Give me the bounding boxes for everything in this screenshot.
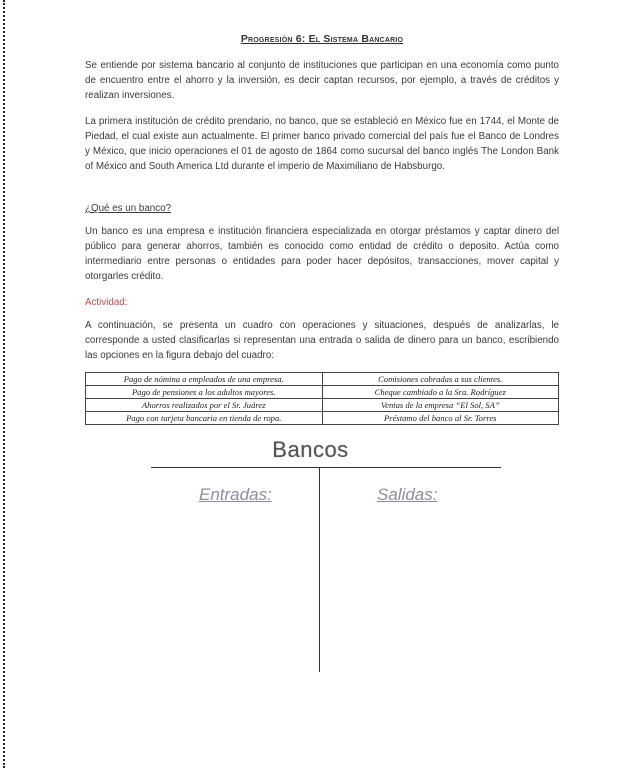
salidas-label: Salidas: — [377, 485, 438, 504]
table-cell: Ahorros realizados por el Sr. Juárez — [86, 399, 323, 412]
table-row — [86, 373, 559, 386]
table-row — [86, 412, 559, 425]
question-text: ¿Qué es un banco? — [85, 203, 172, 214]
table-row — [86, 386, 559, 399]
activity-colon: : — [124, 297, 128, 308]
table-cell: Ventas de la empresa “El Sol, SA” — [322, 399, 559, 412]
activity-label: Actividad — [85, 297, 125, 308]
table-cell: Comisiones cobradas a sus clientes. — [322, 373, 559, 386]
table-cell: Pago de nómina a empleados de una empresa. — [86, 373, 323, 386]
table-cell: Pago con tarjeta bancaria en tienda de ropa. — [86, 412, 323, 425]
t-chart-title: Bancos — [272, 437, 349, 462]
page-title: Progresión 6: El Sistema Bancario — [240, 33, 404, 45]
question-heading — [85, 201, 559, 216]
instructions-paragraph: A continuación, se presenta un cuadro con operaciones y situaciones, después de analizarlas, le corresponde a usted clasificarlas si representan una entrada o salida de dinero para un banco, escribiendo las opciones en la figura debajo del cuadro: — [85, 320, 559, 361]
page-edge-dotted — [3, 0, 5, 768]
table-cell: Pago de pensiones a los adultos mayores. — [86, 386, 323, 399]
table-cell: Préstamo del banco al Sr. Torres — [322, 412, 559, 425]
t-chart-horizontal-line — [151, 467, 501, 468]
entradas-label: Entradas: — [199, 485, 272, 504]
operations-table — [85, 372, 559, 425]
t-chart-vertical-line — [319, 467, 320, 672]
intro-paragraph: Se entiende por sistema bancario al conjunto de instituciones que participan en una economía como punto de encuentro entre el ahorro y la inversión, es decir captan recursos, por ejemplo, a través de créditos y realizan inversiones. — [85, 60, 559, 101]
activity-heading — [85, 295, 559, 310]
table-cell: Cheque cambiado a la Sra. Rodríguez — [322, 386, 559, 399]
table-row — [86, 399, 559, 412]
history-paragraph: La primera institución de crédito prendario, no banco, que se estableció en México fue en 1744, el Monte de Piedad, el cual existe aun actualmente. El primer banco privado comercial del país fue el Banco de Londres y México, que inicio operaciones el 01 de agosto de 1864 como sucursal del banco inglés The London Bank of México and South America Ltd durante el imperio de Maximiliano de Habsburgo. — [85, 116, 559, 172]
definition-paragraph: Un banco es una empresa e institución financiera especializada en otorgar préstamos y captar dinero del público para generar ahorros, también es conocido como entidad de crédito o deposito. Actúa como intermediario entre personas o entidades para poder hacer depósitos, transacciones, mover capital y otorgarles crédito. — [85, 226, 559, 282]
